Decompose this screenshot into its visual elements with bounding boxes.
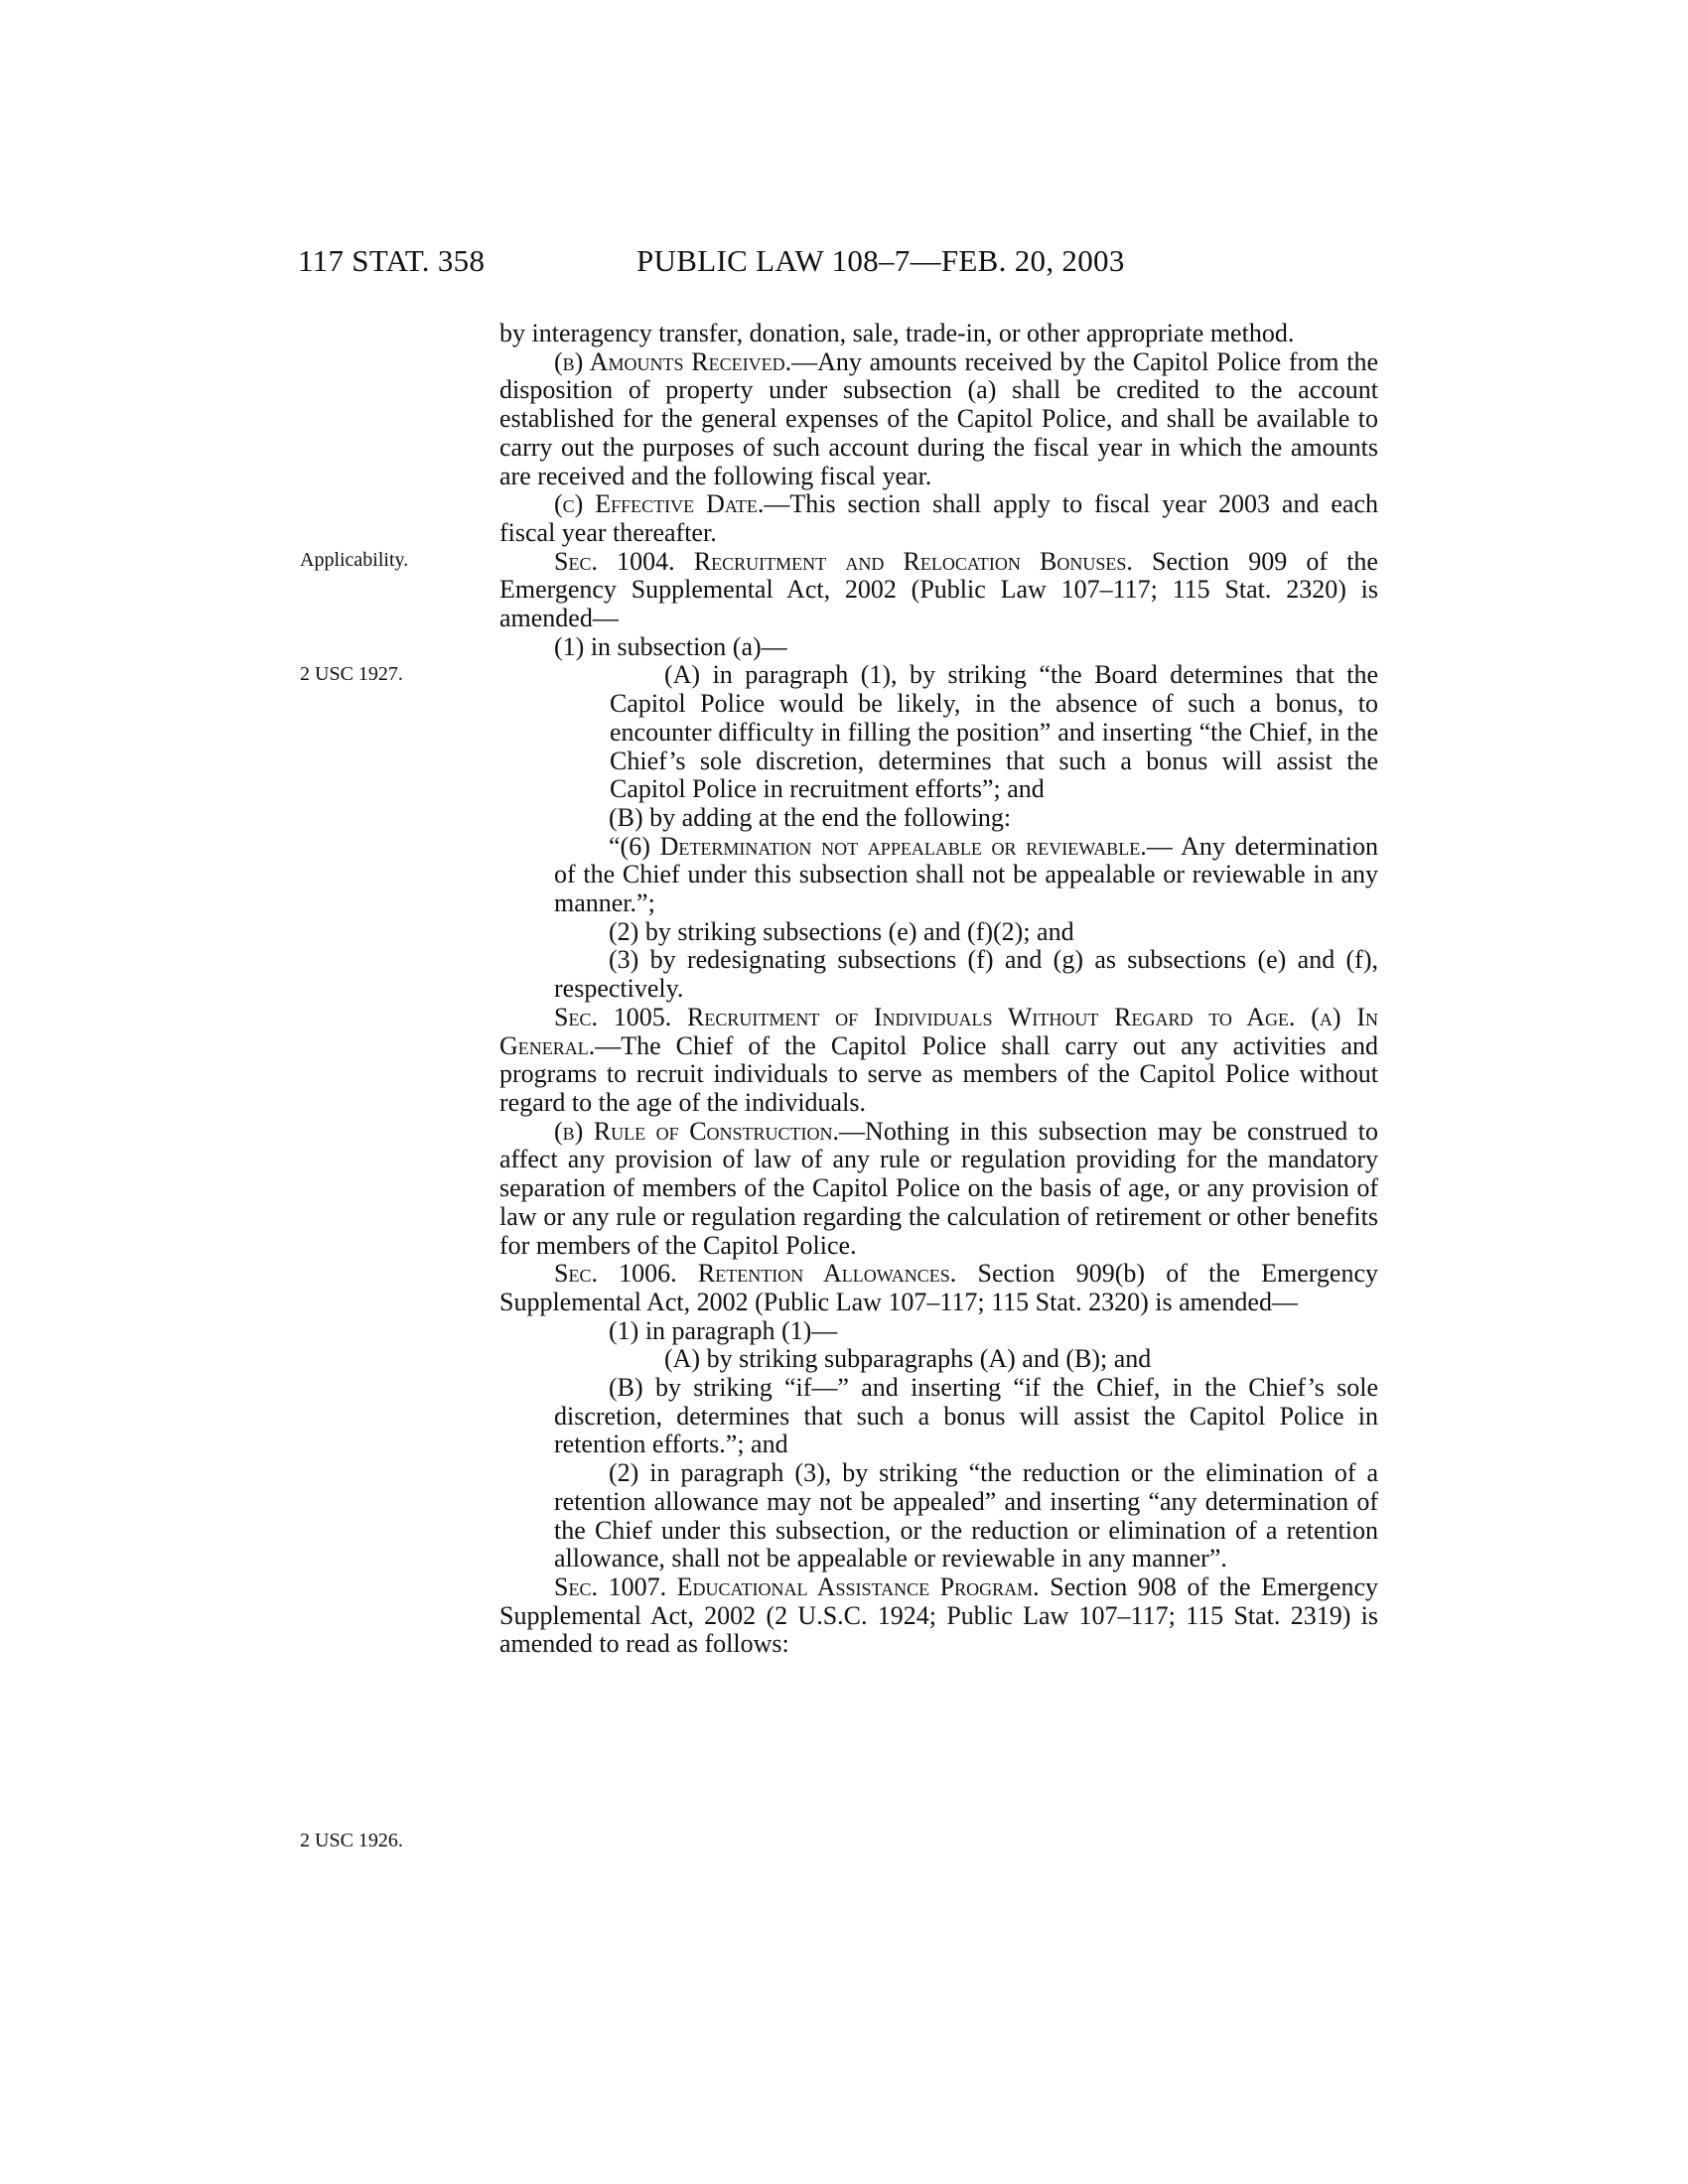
paragraph-c-effective-date: (c) Effective Date.—This section shall apply to fiscal year 2003 and each fiscal year thereafter. bbox=[499, 489, 1379, 547]
section-1004: Sec. 1004. Recruitment and Relocation Bonuses. Section 909 of the Emergency Supplemental Act, 2002 (Public Law 107–117; 115 Stat. 2320) is amended— bbox=[499, 546, 1378, 633]
section-1006-item-1-a: (A) by striking subparagraphs (A) and (B); and bbox=[664, 1344, 1152, 1374]
section-1006: Sec. 1006. Retention Allowances. Section 909(b) of the Emergency Supplemental Act, 2002 (Public Law 107–117; 115 Stat. 2320) is amended— bbox=[499, 1259, 1378, 1316]
public-law-title: PUBLIC LAW 108–7—FEB. 20, 2003 bbox=[636, 243, 1125, 278]
statute-body bbox=[499, 320, 1378, 1659]
section-1004-item-1: (1) in subsection (a)— bbox=[554, 631, 787, 661]
paragraph-continuation: by interagency transfer, donation, sale, trade-in, or other appropriate method. bbox=[499, 319, 1295, 347]
section-1007: Sec. 1007. Educational Assistance Program. Section 908 of the Emergency Supplemental Act, 2002 (2 U.S.C. 1924; Public Law 107–117; 115 Stat. 2319) is amended to read as follows: bbox=[499, 1571, 1379, 1659]
section-1006-item-2: (2) in paragraph (3), by striking “the reduction or the elimination of a retention allowance may not be appealed” and inserting “any determination of the Chief under this subsection, or the reduction or elimination of a retention allowance, shall not be appealable or reviewable in any manner”. bbox=[554, 1458, 1378, 1573]
section-1005: Sec. 1005. Recruitment of Individuals Without Regard to Age. (a) In General.—The Chief of the Capitol Police shall carry out any activities and programs to recruit individuals to serve as members of the Capitol Police without regard to the age of the individuals. bbox=[499, 1002, 1378, 1117]
section-1006-item-1: (1) in paragraph (1)— bbox=[609, 1315, 838, 1345]
margin-note-2-usc-1927: 2 USC 1927. bbox=[300, 663, 403, 685]
stat-page-number: 117 STAT. 358 bbox=[298, 243, 486, 278]
section-1004-quoted-6: “(6) Determination not appealable or reviewable.— Any determination of the Chief under this subsection shall not be appealable or reviewable in any manner.”; bbox=[554, 831, 1378, 918]
section-1006-item-1-b: (B) by striking “if—” and inserting “if the Chief, in the Chief’s sole discretion, determines that such a bonus will assist the Capitol Police in retention efforts.”; and bbox=[554, 1373, 1378, 1459]
section-1005-b: (b) Rule of Construction.—Nothing in this subsection may be construed to affect any provision of law of any rule or regulation providing for the mandatory separation of members of the Capitol Police on the basis of age, or any provision of law or any rule or regulation regarding the calculation of retirement or other benefits for members of the Capitol Police. bbox=[499, 1116, 1378, 1260]
margin-note-2-usc-1926: 2 USC 1926. bbox=[300, 1830, 403, 1851]
section-1004-item-3: (3) by redesignating subsections (f) and (g) as subsections (e) and (f), respectively. bbox=[554, 945, 1378, 1004]
margin-note-applicability: Applicability. bbox=[300, 549, 409, 571]
paragraph-b-amounts-received: (b) Amounts Received.—Any amounts received by the Capitol Police from the disposition of property under subsection (a) shall be credited to the account established for the general expenses of the Capitol Police, and shall be available to carry out the purposes of such account during the fiscal year in which the amounts are received and the following fiscal year. bbox=[499, 346, 1378, 490]
section-1004-item-2: (2) by striking subsections (e) and (f)(2); and bbox=[609, 916, 1074, 946]
section-1004-item-1-a: (A) in paragraph (1), by striking “the Board determines that the Capitol Police would be likely, in the absence of such a bonus, to encounter difficulty in filling the position” and inserting “the Chief, in the Chief’s sole discretion, determines that such a bonus will assist the Capitol Police in recruitment efforts”; and bbox=[610, 660, 1378, 804]
section-1004-item-1-b: (B) by adding at the end the following: bbox=[609, 802, 1012, 832]
